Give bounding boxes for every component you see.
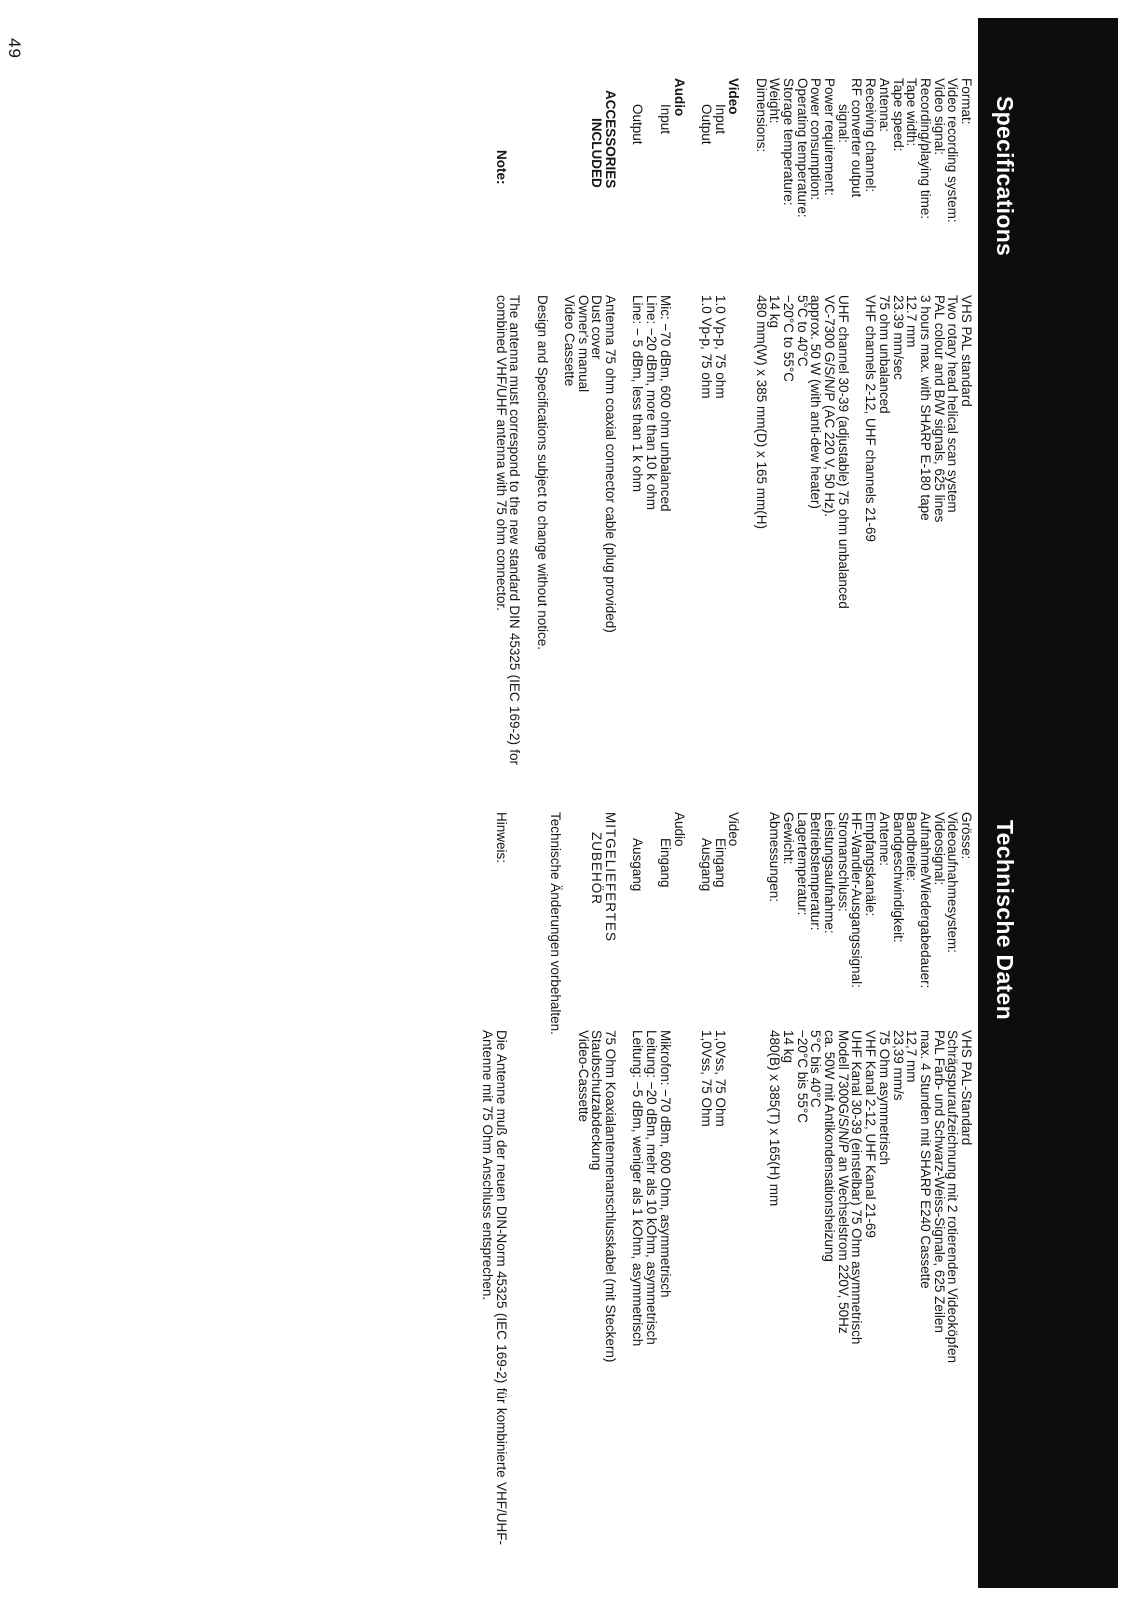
spec-value: VHF Kanal 2-12, UHF Kanal 21-69 bbox=[863, 1030, 879, 1238]
english-title: Specifications bbox=[992, 96, 1018, 257]
spec-label: Format: bbox=[959, 78, 974, 125]
german-title: Technische Daten bbox=[992, 820, 1018, 1020]
spec-label: Stromanschluss: bbox=[835, 812, 851, 912]
accessories-heading: ZUBEHÖR bbox=[589, 832, 605, 906]
german-spec-values bbox=[480, 1030, 973, 1560]
spec-value: 14 kg bbox=[767, 295, 783, 329]
spec-label: Tape width: bbox=[904, 78, 920, 147]
spec-label: Grösse: bbox=[959, 812, 974, 860]
spec-value: PAL Farb- und Schwarz-Weiss-Signale, 625 Zeilen bbox=[931, 1030, 947, 1333]
audio-output-label: Ausgang bbox=[630, 838, 646, 892]
spec-value: 23,39 mm/s bbox=[890, 1030, 906, 1101]
spec-value: ca. 50W mit Antikondensationsheizung bbox=[822, 1030, 838, 1262]
spec-label: Betriebstemperatur: bbox=[808, 812, 824, 931]
spec-label: Video recording system: bbox=[945, 78, 961, 223]
spec-label: Bandbreite: bbox=[904, 812, 920, 882]
spec-value: max. 4 Stunden mit SHARP E240 Cassette bbox=[917, 1030, 933, 1289]
spec-value: 3 hours max. with SHARP E-180 tape bbox=[917, 295, 933, 521]
spec-label: Leistungsaufnahme: bbox=[822, 812, 838, 934]
audio-heading: Audio bbox=[671, 78, 687, 117]
spec-value: VHS PAL-Standard bbox=[959, 1030, 974, 1146]
english-spec-labels bbox=[494, 78, 973, 248]
audio-input-label: Input bbox=[657, 104, 673, 135]
note-text: The antenna must correspond to the new standard DIN 45325 (IEC 169-2) for combined VHF/UHF antenna with 75 ohm connector. bbox=[493, 295, 523, 765]
accessories-heading: INCLUDED bbox=[589, 118, 605, 188]
spec-label: Antenne: bbox=[876, 812, 892, 867]
spec-value bbox=[850, 295, 864, 775]
video-input-label: Input bbox=[712, 104, 728, 135]
spec-value: Modell 7300G/S/N/P an Wechselstrom 220V, 50Hz bbox=[835, 1030, 851, 1334]
design-notice: Design and Specifications subject to change without notice. bbox=[534, 295, 550, 650]
spec-label: Lagertemperatur: bbox=[794, 812, 810, 916]
video-input-value: 1.0 Vp-p, 75 ohm bbox=[712, 295, 728, 399]
spec-label: Receiving channel: bbox=[863, 78, 879, 193]
spec-value: VC-7300 G/S/N/P (AC 220 V, 50 Hz). bbox=[822, 295, 838, 518]
accessory-item: 75 Ohm Koaxialantennenanschlusskabel (mit Steckern) bbox=[603, 1030, 619, 1363]
german-spec-labels bbox=[493, 812, 974, 1035]
video-output-label: Ausgang bbox=[698, 838, 714, 892]
spec-label: Dimensions: bbox=[753, 78, 769, 153]
spec-value: 75 Ohm asymmetrisch bbox=[876, 1030, 892, 1166]
spec-value: Two rotary head helical scan system bbox=[945, 295, 961, 513]
video-input-label: Eingang bbox=[712, 838, 728, 888]
spec-value: 5°C to 40°C bbox=[794, 295, 810, 367]
accessories-heading: ACCESSORIES bbox=[603, 90, 619, 189]
spec-label: Gewicht: bbox=[781, 812, 797, 865]
spec-label: Aufnahme/Wiedergabedauer: bbox=[917, 812, 933, 989]
spec-value: VHS PAL standard bbox=[959, 295, 974, 407]
spec-value: 23.39 mm/sec bbox=[890, 295, 906, 380]
audio-spec-line: Leitung: −20 dBm, mehr als 10 kOhm, asymmetrisch bbox=[644, 1030, 660, 1345]
spec-label: Weight: bbox=[767, 78, 783, 124]
spec-label: signal: bbox=[835, 104, 851, 144]
spec-value: VHF channels 2-12, UHF channels 21-69 bbox=[863, 295, 879, 542]
spec-value: UHF Kanal 30-39 (einstelbar) 75 Ohm asymmetrisch bbox=[849, 1030, 865, 1345]
note-label: Hinweis: bbox=[493, 812, 509, 864]
rotated-page-content bbox=[18, 30, 1018, 1570]
video-heading: Video bbox=[726, 812, 742, 847]
spec-value: −20°C bis 55°C bbox=[794, 1030, 810, 1123]
audio-heading: Audio bbox=[671, 812, 687, 847]
spec-value: UHF channel 30-39 (adjustable) 75 ohm unbalanced bbox=[835, 295, 851, 609]
spec-value: 5°C bis 40°C bbox=[808, 1030, 824, 1108]
spec-label: Storage temperature: bbox=[781, 78, 797, 206]
spec-value: approx. 50 W (with anti-dew heater) bbox=[808, 295, 824, 509]
spec-label: RF converter output bbox=[849, 78, 865, 198]
audio-spec-line: Mic: −70 dBm, 600 ohm unbalanced bbox=[657, 295, 673, 512]
accessory-item: Video Cassette bbox=[562, 295, 578, 387]
accessory-item: Antenna 75 ohm coaxial connector cable (plug provided) bbox=[603, 295, 619, 633]
spec-label: Videosignal: bbox=[931, 812, 947, 886]
video-heading: Video bbox=[726, 78, 742, 115]
spec-label: Videoaufnahmesystem: bbox=[945, 812, 961, 953]
spec-value: 480 mm(W) x 385 mm(D) x 165 mm(H) bbox=[753, 295, 769, 530]
spec-label: Empfangskanäle: bbox=[863, 812, 879, 917]
spec-label: Tape speed: bbox=[890, 78, 906, 152]
video-output-value: 1,0Vss, 75 Ohm bbox=[698, 1030, 714, 1127]
page-number: 49 bbox=[5, 38, 24, 59]
spec-label: Abmessungen: bbox=[767, 812, 783, 903]
accessory-item: Staubschutzabdeckung bbox=[589, 1030, 605, 1171]
spec-label: Video signal: bbox=[931, 78, 947, 156]
audio-spec-line: Line: −20 dBm, more than 10 k ohm bbox=[644, 295, 660, 510]
note-label: Note: bbox=[493, 150, 509, 185]
accessory-item: Video-Cassette bbox=[575, 1030, 591, 1123]
audio-spec-line: Line: − 5 dBm, less than 1 k ohm bbox=[630, 295, 646, 492]
spec-label: Operating temperature: bbox=[794, 78, 810, 218]
video-output-value: 1.0 Vp-p, 75 ohm bbox=[698, 295, 714, 399]
video-input-value: 1,0Vss, 75 Ohm bbox=[712, 1030, 728, 1127]
spec-label: Power consumption: bbox=[808, 78, 824, 201]
spec-label: Recording/playing time: bbox=[917, 78, 933, 220]
audio-input-label: Eingang bbox=[657, 838, 673, 888]
spec-label: HF-Wandler-Ausgangssignal: bbox=[849, 812, 865, 988]
english-spec-values bbox=[494, 295, 973, 775]
spec-label: Antenna: bbox=[876, 78, 892, 133]
spec-label: Bandgeschwindigkeit: bbox=[890, 812, 906, 943]
spec-value: 12,7 mm bbox=[904, 1030, 920, 1083]
design-notice: Technische Änderungen vorbehalten. bbox=[548, 812, 564, 1035]
spec-value: PAL colour and B/W signals, 625 lines bbox=[931, 295, 947, 523]
audio-spec-line: Mikrofon: −70 dBm, 600 Ohm, asymmetrisch bbox=[657, 1030, 673, 1298]
audio-output-label: Output bbox=[630, 104, 646, 145]
spec-value: 12.7 mm bbox=[904, 295, 920, 348]
note-text: Die Antenne muß der neuen DIN-Norm 45325 (IEC 169-2) für kombinierte VHF/UHF-Antenne mit 75 Ohm Anschluss entsprechen. bbox=[479, 1030, 509, 1545]
accessories-heading: MITGELIEFERTES bbox=[603, 812, 619, 943]
spec-value: 480(B) x 385(T) x 165(H) mm bbox=[767, 1030, 783, 1207]
accessory-item: Owner's manual bbox=[575, 295, 591, 393]
spec-value: 75 ohm unbalanced bbox=[876, 295, 892, 414]
spec-label: Power requirement: bbox=[822, 78, 838, 196]
accessory-item: Dust cover bbox=[589, 295, 605, 360]
audio-spec-line: Leitung: −5 dBm, weniger als 1 kOhm, asymmetrisch bbox=[630, 1030, 646, 1347]
spec-value: 14 kg bbox=[781, 1030, 797, 1064]
spec-value: −20°C to 55°C bbox=[781, 295, 797, 382]
spec-value: Schrägspuraufzeichnung mit 2 rotierenden Videoköpfen bbox=[945, 1030, 961, 1363]
video-output-label: Output bbox=[698, 104, 714, 145]
